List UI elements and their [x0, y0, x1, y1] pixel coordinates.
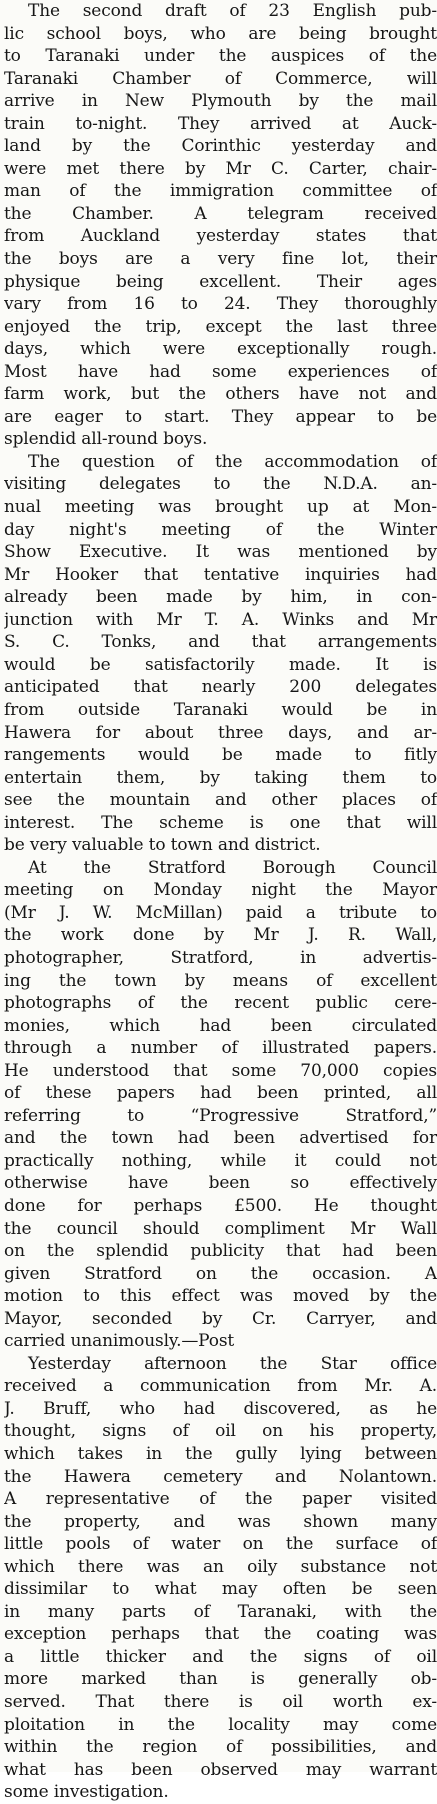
paragraph-nda-delegates: [4, 451, 437, 857]
text-line: carried unanimously.—Post: [4, 1331, 235, 1352]
text-line: from Auckland yesterday states that: [4, 226, 437, 247]
text-line: days, which were exceptionally rough.: [4, 339, 437, 360]
text-line: see the mountain and other places of: [4, 790, 437, 811]
text-line: more marked than is generally ob-: [4, 1669, 437, 1690]
text-line: the boys are a very fine lot, their: [4, 249, 437, 270]
text-line: given Stratford on the occasion. A: [4, 1263, 437, 1284]
text-line: vary from 16 to 24. They thoroughly: [4, 294, 437, 315]
text-line: which there was an oily substance not: [4, 1556, 437, 1577]
text-line: served. That there is oil worth ex-: [4, 1692, 437, 1713]
text-line: At the Stratford Borough Council: [28, 857, 437, 878]
text-line: motion to this effect was moved by the: [4, 1286, 437, 1307]
text-line: what has been observed may warrant: [4, 1759, 437, 1780]
text-line: from outside Taranaki would be in: [4, 699, 437, 720]
text-line: meeting on Monday night the Mayor: [4, 880, 437, 901]
text-line: visiting delegates to the N.D.A. an-: [4, 474, 437, 495]
text-line: J. Bruff, who had discovered, as he: [4, 1398, 437, 1419]
text-line: to Taranaki under the auspices of the: [4, 46, 437, 67]
text-line: were met there by Mr C. Carter, chair-: [4, 158, 437, 179]
text-line: junction with Mr T. A. Winks and Mr: [4, 609, 437, 630]
text-line: otherwise have been so effectively: [4, 1173, 437, 1194]
text-line: within the region of possibilities, and: [4, 1737, 437, 1758]
text-line: the council should compliment Mr Wall: [4, 1218, 437, 1239]
text-line: little pools of water on the surface of: [4, 1534, 437, 1555]
text-line: The second draft of 23 English pub-: [28, 1, 437, 21]
text-line: would be satisfactorily made. It is: [4, 654, 437, 675]
text-line: S. C. Tonks, and that arrangements: [4, 632, 437, 653]
text-line: Show Executive. It was mentioned by: [4, 542, 437, 563]
text-line: interest. The scheme is one that will: [4, 812, 437, 833]
text-line: day night's meeting of the Winter: [4, 519, 437, 540]
text-line: lic school boys, who are being brought: [4, 23, 437, 44]
text-line: man of the immigration committee of: [4, 181, 437, 202]
paragraph-english-schoolboys: [4, 0, 437, 451]
text-line: photographs of the recent public cere-: [4, 993, 437, 1014]
text-line: already been made by him, in con-: [4, 587, 437, 608]
text-line: physique being excellent. Their ages: [4, 271, 437, 292]
text-line: Mayor, seconded by Cr. Carryer, and: [4, 1308, 437, 1329]
text-line: A representative of the paper visited: [4, 1489, 437, 1510]
text-line: are eager to start. They appear to be: [4, 406, 437, 427]
text-line: Taranaki Chamber of Commerce, will: [4, 68, 437, 89]
text-line: (Mr J. W. McMillan) paid a tribute to: [4, 902, 437, 923]
text-line: rangements would be made to fitly: [4, 745, 437, 766]
text-line: Yesterday afternoon the Star office: [28, 1353, 437, 1374]
text-line: Hawera for about three days, and ar-: [4, 722, 437, 743]
text-line: practically nothing, while it could not: [4, 1150, 437, 1171]
text-line: the property, and was shown many: [4, 1511, 437, 1532]
text-line: a little thicker and the signs of oil: [4, 1646, 437, 1667]
text-line: ploitation in the locality may come: [4, 1714, 437, 1735]
text-line: Mr Hooker that tentative inquiries had: [4, 564, 437, 585]
text-line: some investigation.: [4, 1782, 169, 1803]
text-line: photographer, Stratford, in advertis-: [4, 947, 437, 968]
text-line: train to-night. They arrived at Auck-: [4, 113, 437, 134]
text-line: which takes in the gully lying between: [4, 1444, 437, 1464]
text-line: land by the Corinthic yesterday and: [4, 136, 437, 157]
text-line: the work done by Mr J. R. Wall,: [4, 925, 437, 946]
text-line: and the town had been advertised for: [4, 1128, 437, 1149]
text-line: monies, which had been circulated: [4, 1015, 437, 1036]
text-line: He understood that some 70,000 copies: [4, 1060, 437, 1081]
text-line: Most have had some experiences of: [4, 361, 437, 382]
text-line: in many parts of Taranaki, with the: [4, 1601, 437, 1622]
paragraph-oil-discovery: [4, 1353, 437, 1804]
text-line: dissimilar to what may often be seen: [4, 1579, 437, 1600]
text-line: The question of the accommodation of: [28, 451, 437, 472]
text-line: received a communication from Mr. A.: [4, 1376, 437, 1397]
text-line: done for perhaps £500. He thought: [4, 1195, 437, 1216]
text-line: arrive in New Plymouth by the mail: [4, 91, 437, 112]
text-line: ing the town by means of excellent: [4, 970, 437, 991]
text-line: referring to “Progressive Stratford,”: [4, 1105, 437, 1126]
text-line: the Hawera cemetery and Nolantown.: [4, 1466, 437, 1487]
text-line: through a number of illustrated papers.: [4, 1038, 437, 1059]
text-line: entertain them, by taking them to: [4, 767, 437, 788]
text-line: farm work, but the others have not and: [4, 384, 437, 405]
text-line: exception perhaps that the coating was: [4, 1624, 437, 1645]
text-line: be very valuable to town and district.: [4, 835, 321, 856]
text-line: splendid all-round boys.: [4, 429, 208, 450]
text-line: of these papers had been printed, all: [4, 1083, 437, 1104]
text-line: nual meeting was brought up at Mon-: [4, 497, 437, 518]
paragraph-stratford-council: [4, 857, 437, 1353]
text-line: enjoyed the trip, except the last three: [4, 316, 437, 337]
text-line: the Chamber. A telegram received: [4, 203, 437, 224]
text-line: on the splendid publicity that had been: [4, 1241, 437, 1262]
text-line: thought, signs of oil on his property,: [4, 1421, 437, 1442]
text-line: anticipated that nearly 200 delegates: [4, 677, 437, 698]
